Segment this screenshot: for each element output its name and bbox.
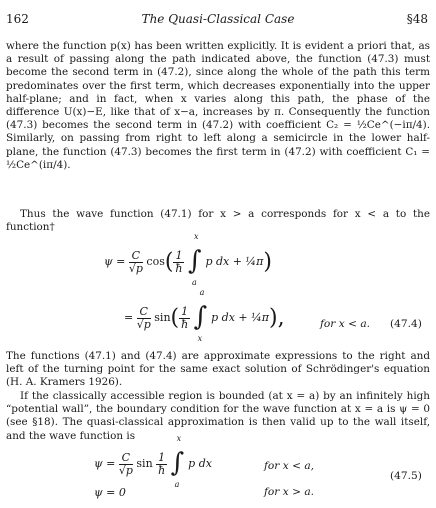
eq2-integrand: p dx + ¼π xyxy=(211,311,270,324)
eq2-upper-limit: a xyxy=(199,288,205,297)
eq2-inner-den: ħ xyxy=(181,317,189,331)
eq2-close-paren: ), xyxy=(269,305,285,331)
equation-number-47-4: (47.4) xyxy=(390,318,422,330)
eq3-lhs: ψ = xyxy=(94,457,116,470)
eq3-lower-limit: a xyxy=(174,480,180,489)
paragraph-2: Thus the wave function (47.1) for x > a corresponds for x < a to the function† xyxy=(6,208,430,234)
eq1-coef-num: C xyxy=(129,250,143,263)
eq3-inner-num: 1 xyxy=(158,450,166,464)
eq2-integral-sign: ∫ a x xyxy=(193,288,208,343)
eq2-coef-num: C xyxy=(137,306,151,319)
eq2-coef-den: √p xyxy=(136,317,151,331)
paragraph-1: where the function p(x) has been written explicitly. It is evident a priori that, as a result of passing along the path indicated above, the function (47.3) must become the second term in (47.2), since along the whole of the path this term predominates over the first term, which decreases exponentially into the upper half-plane; and in fact, when x varies along this path, the phase of the difference U(x)−E, like that of x−a, increases by π. Consequently the function (47.3) becomes the second term in (47.2) with coefficient C₂ = ½Ce^(−iπ/4). Similarly, on passing from right to left along a semicircle in the lower half-plane, the function (47.3) becomes the first term in (47.2) with coefficient C₁ = ½Ce^(iπ/4). xyxy=(6,40,430,171)
eq2-coefficient xyxy=(137,306,151,331)
eq3-condition: for x < a, xyxy=(264,460,314,472)
eq1-integrand: p dx + ¼π xyxy=(205,255,264,268)
page-number: 162 xyxy=(6,12,29,26)
equation-47-4-line2 xyxy=(124,288,285,343)
eq4-condition: for x > a. xyxy=(264,486,314,498)
equation-47-5-line1 xyxy=(94,434,212,489)
eq1-lower-limit: a xyxy=(191,278,197,287)
eq3-coef-num: C xyxy=(119,452,133,465)
eq3-func: sin xyxy=(136,457,153,470)
eq1-inner-den: ħ xyxy=(175,261,183,275)
eq2-lhs: = xyxy=(124,311,134,324)
eq3-inner-den: ħ xyxy=(158,463,166,477)
section-number: §48 xyxy=(406,12,428,26)
eq1-func: cos xyxy=(146,255,165,268)
eq3-integral-sign: ∫ x a xyxy=(170,434,185,489)
eq1-coefficient xyxy=(129,250,143,275)
eq2-condition: for x < a. xyxy=(320,318,370,330)
paragraph-4: If the classically accessible region is bounded (at x = a) by an infinitely high “potential wall”, the boundary condition for the wave function at x = a is ψ = 0 (see §18). The quasi-classical approximation is then valid up to the wall itself, and the wave function is xyxy=(6,390,430,442)
eq2-func: sin xyxy=(154,311,171,324)
equation-47-4-line1 xyxy=(104,232,272,287)
eq2-lower-limit: x xyxy=(197,334,203,343)
eq1-coef-den: √p xyxy=(128,261,143,275)
eq1-close-paren: ) xyxy=(263,249,272,275)
equation-number-47-5: (47.5) xyxy=(390,470,422,482)
eq3-upper-limit: x xyxy=(176,434,182,443)
eq2-inner-fraction xyxy=(179,306,190,331)
eq2-inner-num: 1 xyxy=(181,304,189,318)
running-title: The Quasi-Classical Case xyxy=(141,12,295,26)
eq3-coef-den: √p xyxy=(118,463,133,477)
eq1-inner-num: 1 xyxy=(175,248,183,262)
equation-47-5-line2: ψ = 0 xyxy=(94,486,126,499)
page-header xyxy=(6,12,430,30)
eq1-integral-sign: ∫ x a xyxy=(187,232,202,287)
book-page xyxy=(6,0,430,508)
eq1-open-paren: ( xyxy=(164,249,174,275)
eq1-upper-limit: x xyxy=(193,232,199,241)
eq3-coefficient xyxy=(119,452,133,477)
eq1-inner-fraction xyxy=(173,250,184,275)
paragraph-3: The functions (47.1) and (47.4) are approximate expressions to the right and left of the turning point for the same exact solution of Schrödinger's equation (H. A. Kramers 1926). xyxy=(6,350,430,389)
eq2-open-paren: ( xyxy=(170,305,180,331)
eq1-lhs: ψ = xyxy=(104,255,126,268)
eq3-inner-fraction xyxy=(156,452,167,477)
eq3-integrand: p dx xyxy=(188,457,212,470)
